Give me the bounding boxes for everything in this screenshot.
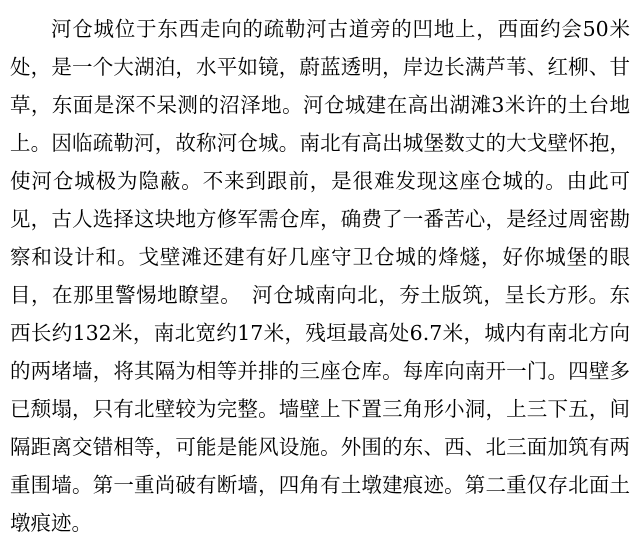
document-paragraph: 河仓城位于东西走向的疏勒河古道旁的凹地上，西面约会50米处，是一个大湖泊，水平如镜，蔚蓝透明，岸边长满芦苇、红柳、甘草，东面是深不呆测的沼泽地。河仓城建在高出湖滩3米许的土台地上。因临疏勒河，故称河仓城。南北有高出城堡数丈的大戈壁怀抱，使河仓城极为隐蔽。不来到跟前，是很难发现这座仓城的。由此可见，古人选择这块地方修军需仓库，确费了一番苦心，是经过周密勘察和设计和。戈壁滩还建有好几座守卫仓城的烽燧，好你城堡的眼目，在那里警惕地瞭望。 河仓城南向北，夯土版筑，呈长方形。东西长约132米，南北宽约17米，残垣最高处6.7米，城内有南北方向的两堵墙，将其隔为相等并排的三座仓库。每库向南开一门。四壁多已颓塌，只有北壁较为完整。墙壁上下置三角形小洞，上三下五，间隔距离交错相等，可能是能风设施。外围的东、西、北三面加筑有两重围墙。第一重尚破有断墙，四角有土墩建痕迹。第二重仅存北面土墩痕迹。: [10, 17, 630, 535]
